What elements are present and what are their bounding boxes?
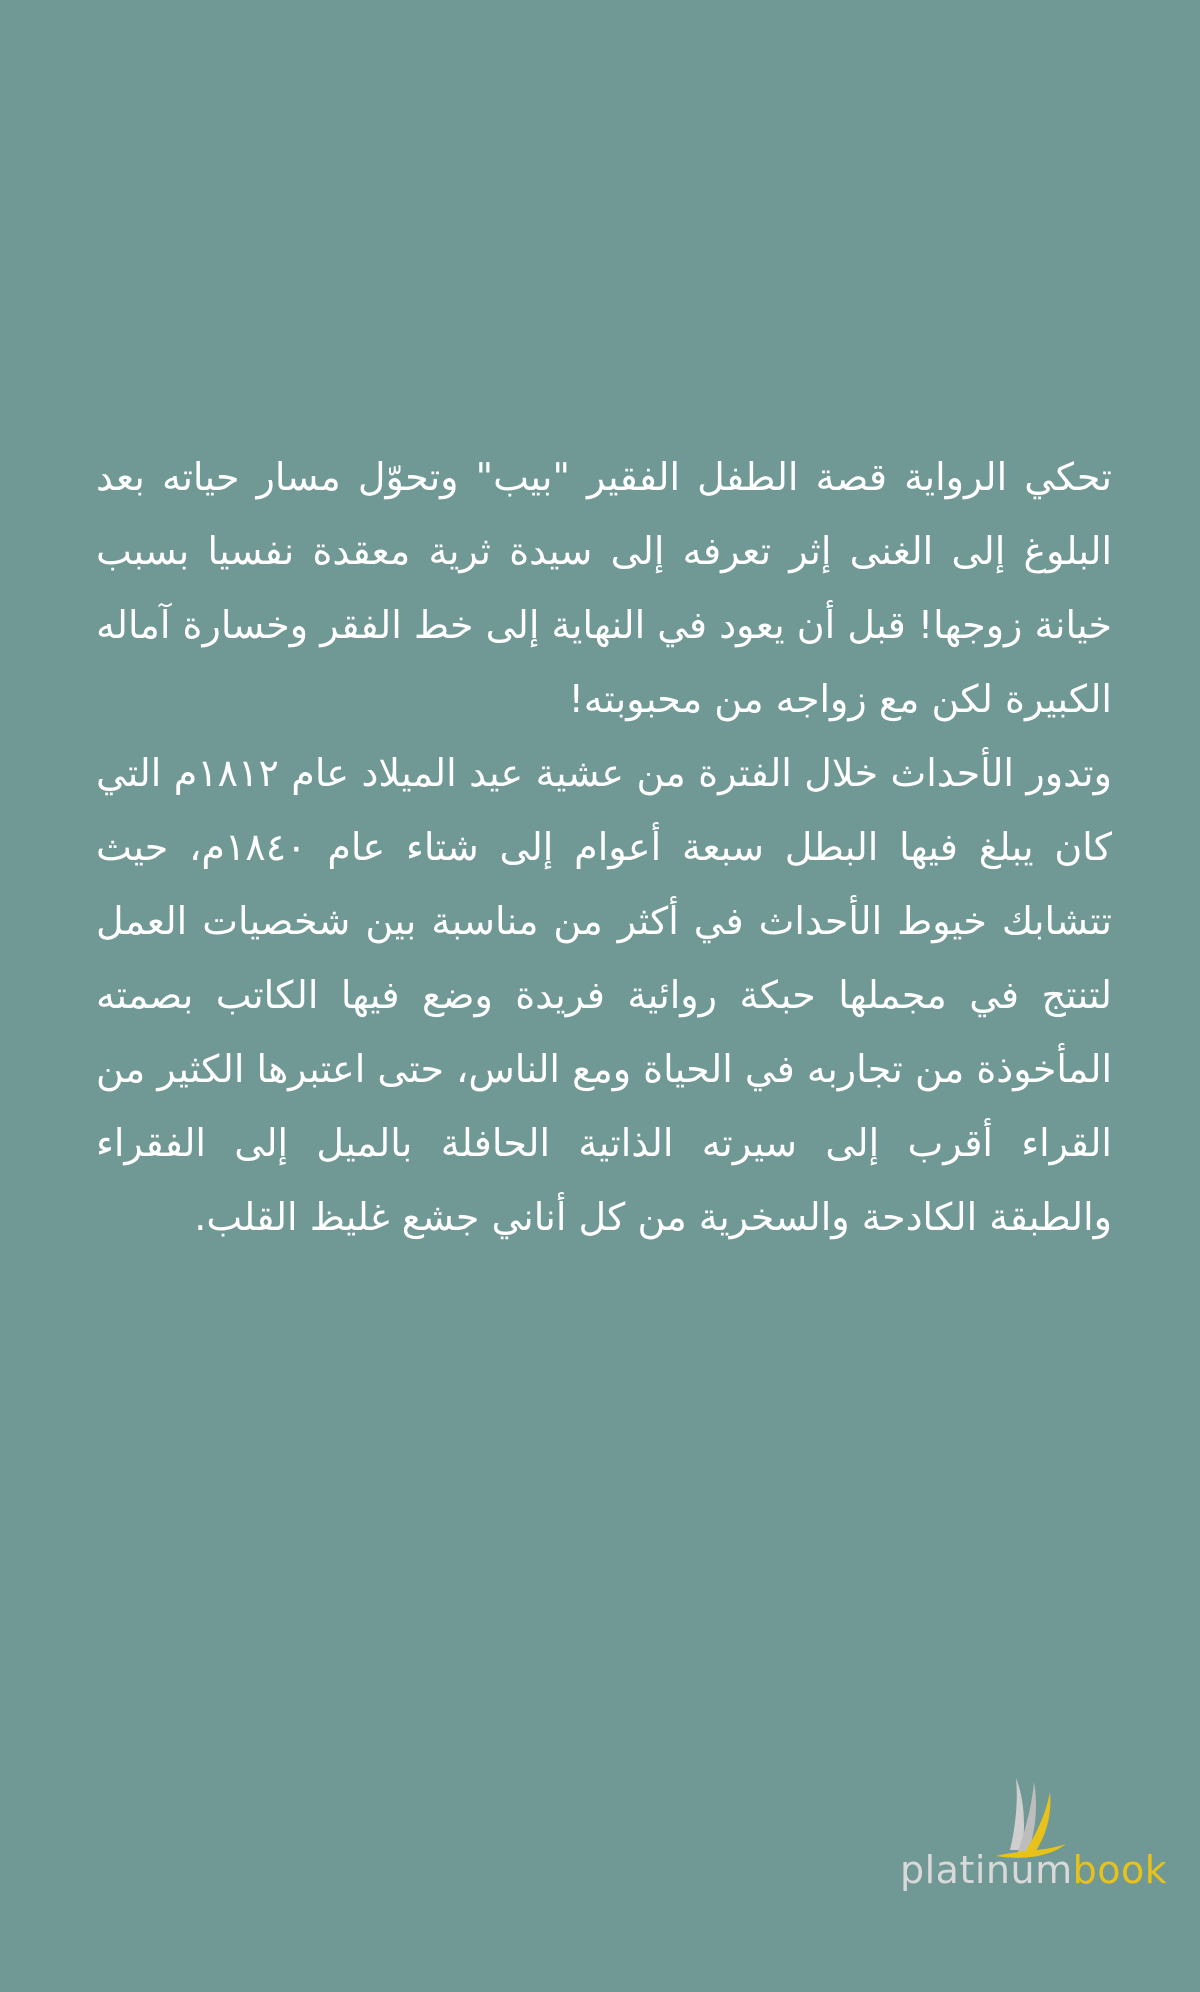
logo-word-book: book [1072, 1848, 1168, 1892]
logo-wordmark [900, 1848, 1170, 1892]
book-description [96, 440, 1112, 1254]
publisher-logo [900, 1770, 1170, 1890]
logo-word-platinum: platinum [900, 1848, 1073, 1892]
description-paragraph-2: وتدور الأحداث خلال الفترة من عشية عيد الميلاد عام ١٨١٢م التي كان يبلغ فيها البطل سبعة أعوام إلى شتاء عام ١٨٤٠م، حيث تتشابك خيوط الأحداث في أكثر من مناسبة بين شخصيات العمل لتنتج في مجملها حبكة روائية فريدة وضع فيها الكاتب بصمته المأخوذة من تجاربه في الحياة ومع الناس، حتى اعتبرها الكثير من القراء أقرب إلى سيرته الذاتية الحافلة بالميل إلى الفقراء والطبقة الكادحة والسخرية من كل أناني جشع غليظ القلب. [96, 751, 1112, 1239]
book-pages-icon [988, 1770, 1078, 1860]
description-paragraph-1: تحكي الرواية قصة الطفل الفقير "بيب" وتحوّل مسار حياته بعد البلوغ إلى الغنى إثر تعرفه إلى سيدة ثرية معقدة نفسيا بسبب خيانة زوجها! قبل أن يعود في النهاية إلى خط الفقر وخسارة آماله الكبيرة لكن مع زواجه من محبوبته! [96, 455, 1112, 721]
